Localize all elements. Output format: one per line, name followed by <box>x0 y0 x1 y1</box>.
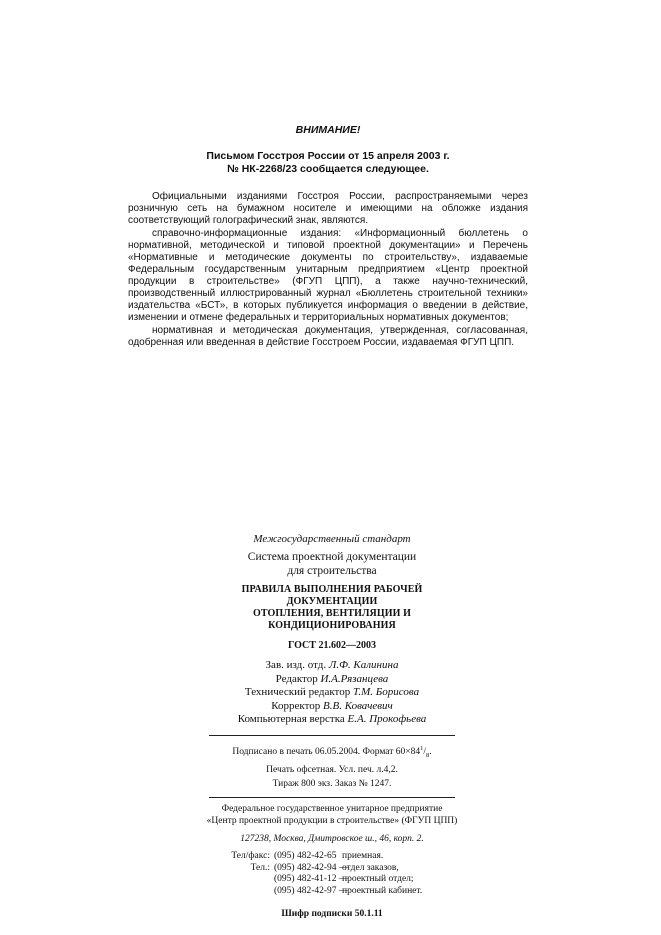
phone-description: проектный отдел; <box>342 874 414 885</box>
format-fraction-den: 8 <box>426 752 430 760</box>
staff-row <box>200 686 464 700</box>
notice-block <box>128 124 528 350</box>
staff-row <box>200 659 464 673</box>
signed-line: Подписано в печать 06.05.2004. Формат $60\times 84^1/_8$. <box>232 744 432 760</box>
publisher-info <box>200 798 464 827</box>
notice-paragraph: нормативная и методическая документация, утвержденная, согласованная, одобренная или введенная в действие Госстроем России, издаваемая ФГУП ЦПП. <box>128 325 528 348</box>
staff-list <box>200 659 464 727</box>
notice-paragraph: справочно-информационные издания: «Информационный бюллетень о нормативной, методической и типовой проектной документации» и Перечень «Нормативные и методические документы по строительству», издаваемые Федеральным государственным унитарным предприятием «Центр проектной продукции в строительстве» (ФГУП ЦПП), а также научно-технический, производственный иллюстрированный журнал «Бюллетень строительной техники» издательства «БСТ», в которых публикуется информация о введении в действие, изменении и отмене федеральных и территориальных нормативных документов; <box>128 228 528 323</box>
publisher-line-1: Федеральное государственное унитарное предприятие <box>221 804 443 815</box>
phone-description: приемная. <box>342 851 384 862</box>
notice-letter-reference <box>128 150 528 176</box>
staff-role: Редактор <box>275 672 318 685</box>
staff-name: Т.М. Борисова <box>352 686 420 699</box>
phone-label: Тел.: <box>250 862 270 873</box>
letter-line-2: № НК-2268/23 сообщается следующее. <box>227 163 429 175</box>
phone-number: (095) 482-42-65 <box>274 851 337 862</box>
imprint-block <box>200 533 464 919</box>
gost-number: ГОСТ 21.602—2003 <box>288 640 376 651</box>
letter-line-1: Письмом Госстроя России от 15 апреля 2003 г. <box>206 150 450 162</box>
phone-number: (095) 482-41-12 — <box>274 874 349 885</box>
system-line-1: Система проектной документации <box>247 551 417 563</box>
staff-row <box>200 673 464 687</box>
subscription-cipher: Шифр подписки 50.1.11 <box>281 909 383 920</box>
document-title-line-2: ОТОПЛЕНИЯ, ВЕНТИЛЯЦИИ И КОНДИЦИОНИРОВАНИЯ <box>253 608 411 631</box>
phone-number: (095) 482-42-94 — <box>274 862 349 873</box>
publisher-address: 127238, Москва, Дмитровское ш., 46, корп. 2. <box>240 834 424 845</box>
staff-name: В.В. Ковачевич <box>323 699 393 712</box>
document-title-line-1: ПРАВИЛА ВЫПОЛНЕНИЯ РАБОЧЕЙ ДОКУМЕНТАЦИИ <box>241 584 423 607</box>
notice-paragraph: Официальными изданиями Госстроя России, распространяемыми через розничную сеть на бумажном носителе и имеющими на обложке издания соответствующий голографический знак, являются. <box>128 191 528 226</box>
staff-row <box>200 700 464 714</box>
staff-row <box>200 713 464 727</box>
staff-role: Компьютерная верстка <box>237 713 345 726</box>
publisher-line-2: «Центр проектной продукции в строительстве» (ФГУП ЦПП) <box>206 815 458 826</box>
staff-role: Зав. изд. отд. <box>265 659 327 671</box>
staff-role: Технический редактор <box>244 686 351 699</box>
phone-number: (095) 482-42-97 — <box>274 885 349 896</box>
system-line-2: для строительства <box>287 564 377 577</box>
phone-label: Тел/факс: <box>231 851 270 862</box>
print-details <box>200 736 464 797</box>
format-fraction: 1 <box>420 744 424 752</box>
staff-name: Л.Ф. Калинина <box>328 659 399 671</box>
notice-title: ВНИМАНИЕ! <box>295 124 361 136</box>
print-line: Печать офсетная. Усл. печ. л.4,2. <box>266 765 398 776</box>
phone-description: проектный кабинет. <box>342 885 423 896</box>
staff-name: И.А.Рязанцева <box>320 672 389 685</box>
staff-name: Е.А. Прокофьева <box>347 713 427 726</box>
standard-type: Межгосударственный стандарт <box>253 533 411 545</box>
staff-role: Корректор <box>271 699 321 712</box>
run-line: Тираж 800 экз. Заказ № 1247. <box>272 779 392 790</box>
phone-description: отдел заказов, <box>342 862 399 873</box>
phone-list <box>200 851 464 901</box>
